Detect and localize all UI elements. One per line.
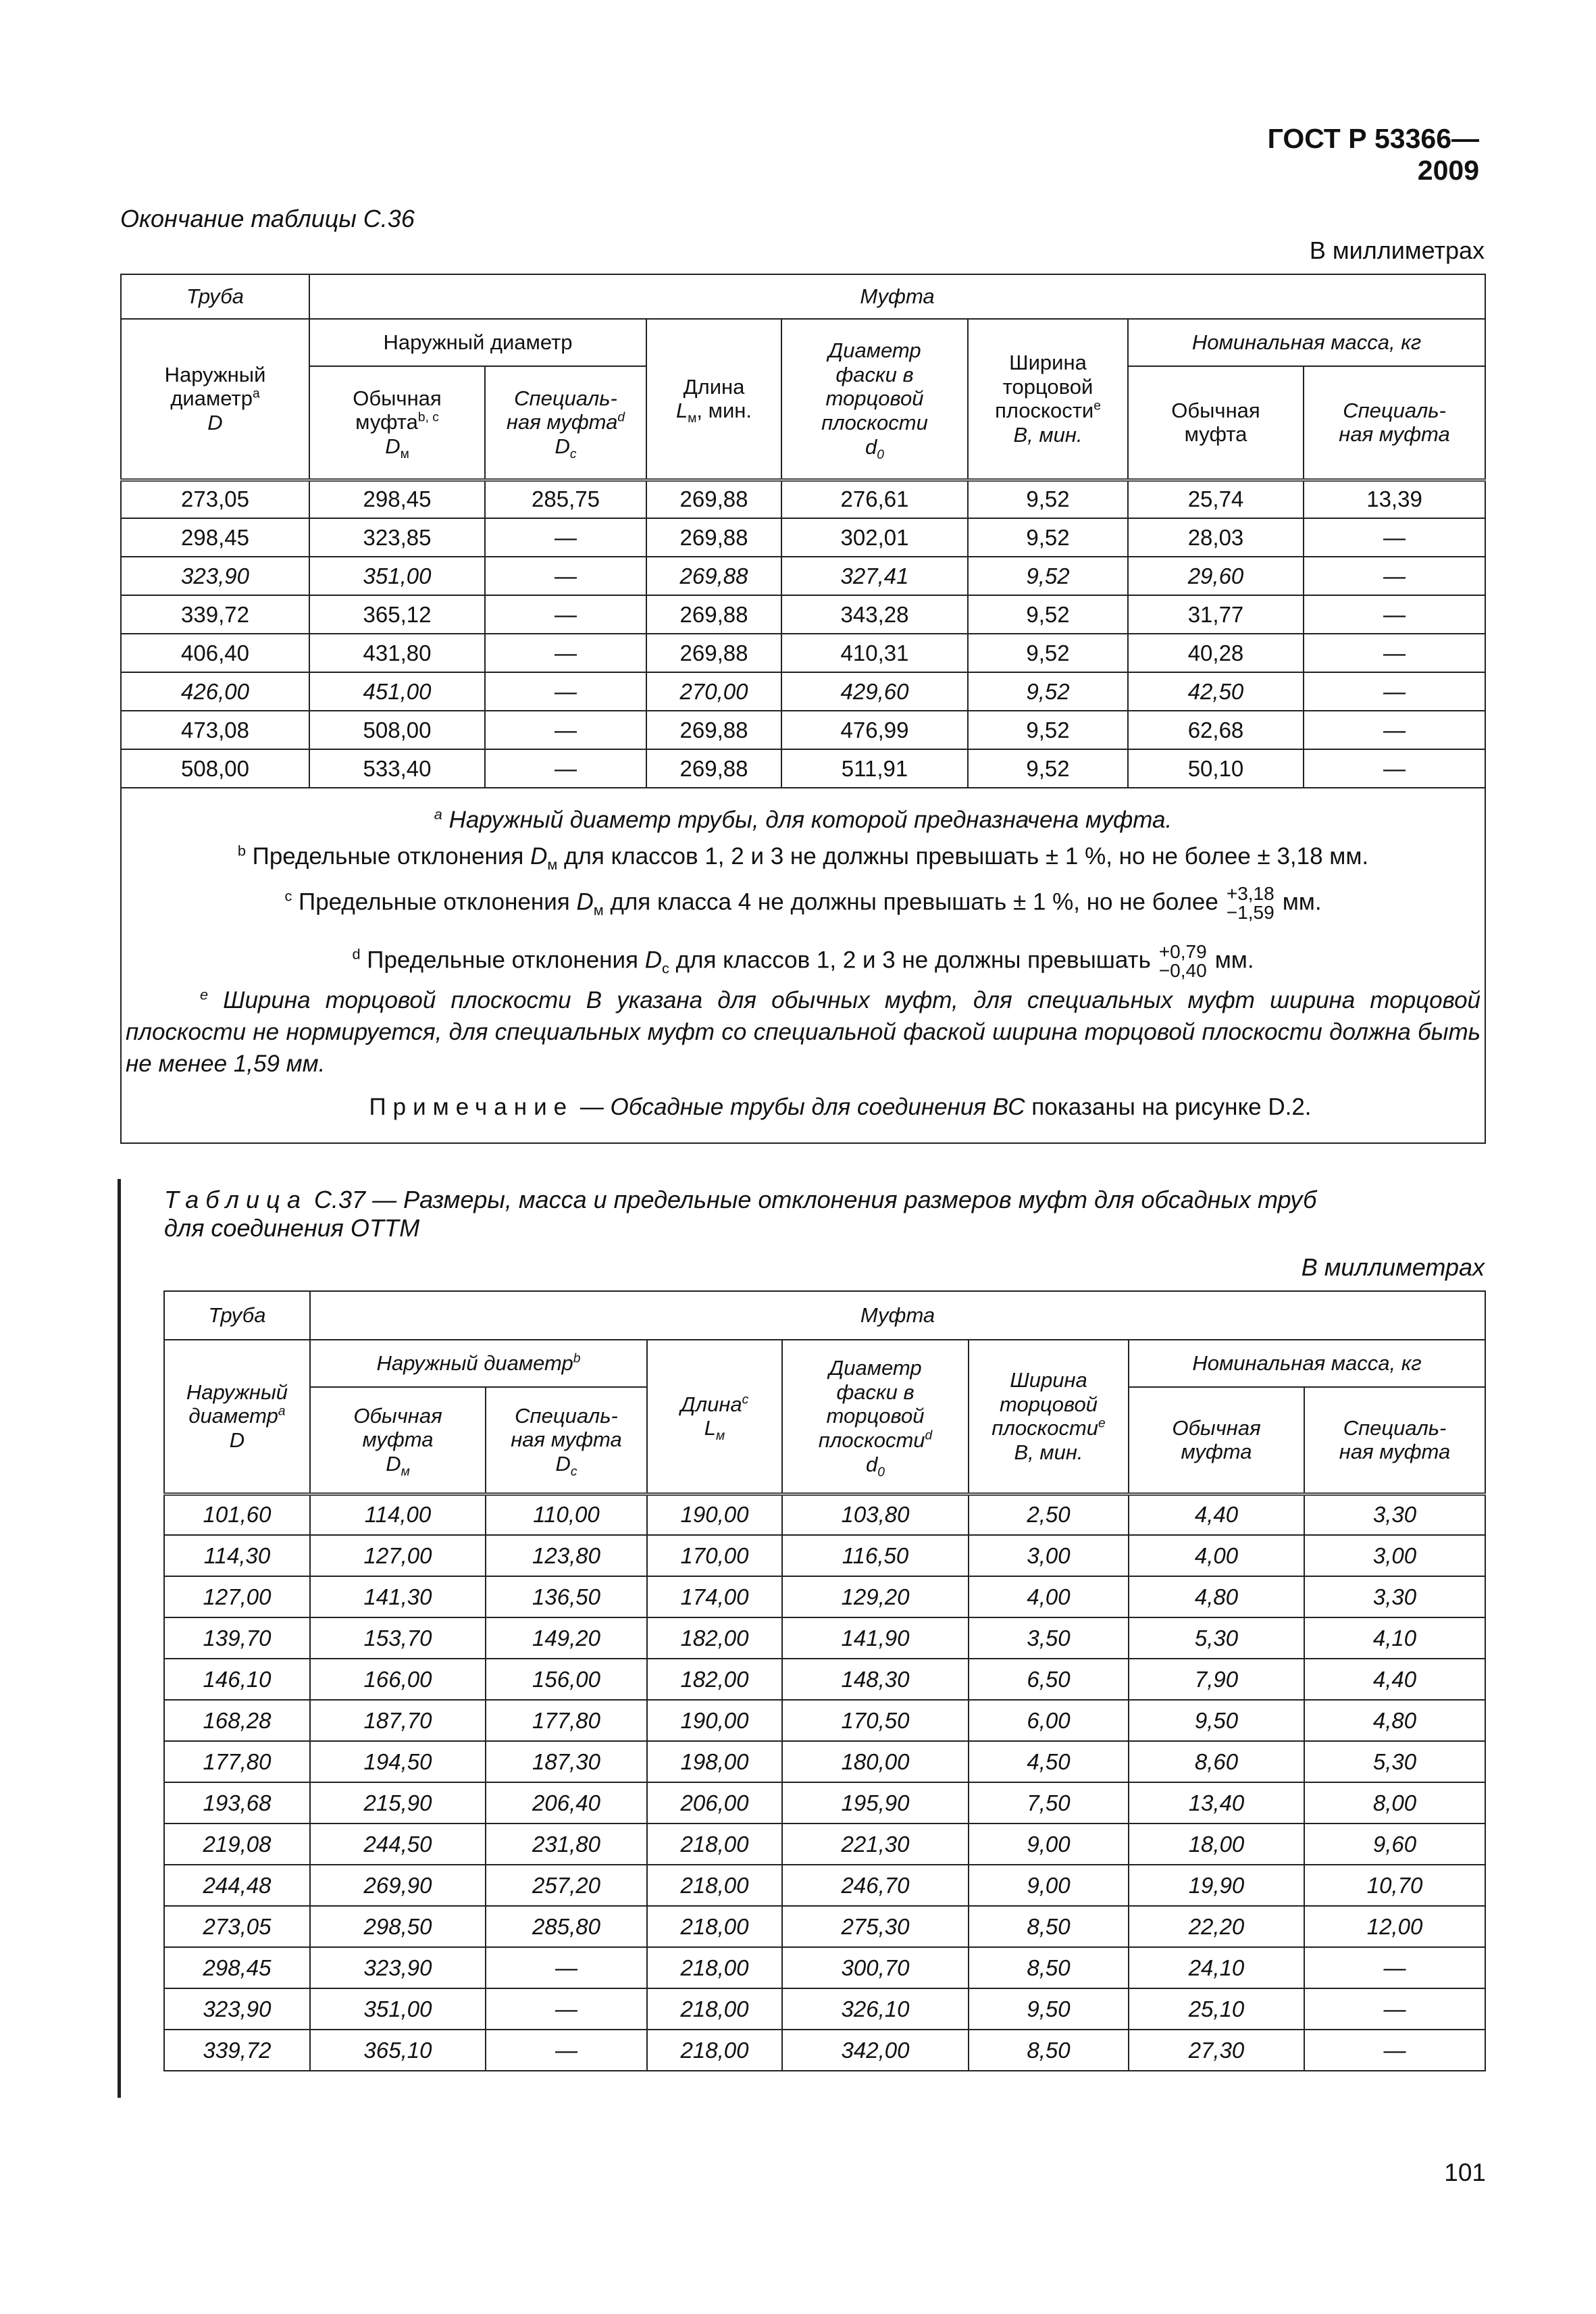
table-c37	[163, 1290, 1486, 2071]
table-row	[164, 1823, 1485, 1865]
table-cell: —	[1304, 595, 1485, 634]
table-cell: 9,00	[969, 1823, 1129, 1865]
table-row	[164, 1947, 1485, 1988]
table-cell: —	[1304, 672, 1485, 711]
table-cell: 101,60	[164, 1494, 310, 1535]
table-cell: 198,00	[647, 1741, 782, 1782]
table-cell: 10,70	[1304, 1865, 1485, 1906]
table-cell: 25,74	[1128, 480, 1304, 518]
table-cell: 339,72	[164, 2030, 310, 2071]
table-cell: 5,30	[1304, 1741, 1485, 1782]
table-cell: 27,30	[1129, 2030, 1304, 2071]
table-cell: 218,00	[647, 1865, 782, 1906]
table1-notes	[121, 788, 1485, 1143]
table-cell: 342,00	[782, 2030, 969, 2071]
table2-title: Таблица С.37 — Размеры, масса и предельные отклонения размеров муфт для обсадных труб для соединения ОТТМ	[164, 1186, 1317, 1242]
table-cell: —	[485, 711, 646, 749]
table-cell: 3,30	[1304, 1576, 1485, 1617]
table-row	[164, 1741, 1485, 1782]
table-cell: —	[486, 1947, 647, 1988]
table-c36	[120, 274, 1486, 1144]
table-cell: 116,50	[782, 1535, 969, 1576]
table-cell: 270,00	[646, 672, 781, 711]
table-cell: 206,40	[486, 1782, 647, 1823]
table-cell: 4,00	[1129, 1535, 1304, 1576]
header-pipe: Труба	[164, 1291, 310, 1340]
table-cell: 42,50	[1128, 672, 1304, 711]
header-pipe-od: Наружный диаметр$^a$ D	[121, 319, 309, 480]
table-cell: 4,80	[1304, 1700, 1485, 1741]
page-number: 101	[1444, 2159, 1486, 2186]
table-cell: 219,08	[164, 1823, 310, 1865]
table-cell: 365,10	[310, 2030, 486, 2071]
table-cell: 269,88	[646, 480, 781, 518]
table-cell: 148,30	[782, 1659, 969, 1700]
table-cell: 511,91	[781, 749, 968, 788]
table-cell: —	[485, 749, 646, 788]
header-od-group: Наружный диаметр	[309, 319, 646, 366]
table-cell: 3,30	[1304, 1494, 1485, 1535]
header-special: Специаль- ная муфта$^d$ $D_c$	[485, 366, 646, 480]
table-cell: 187,70	[310, 1700, 486, 1741]
table-cell: 9,52	[968, 672, 1128, 711]
header-bevel: Диаметр фаски в торцовой плоскости $d_0$	[781, 319, 968, 480]
table-cell: 298,45	[164, 1947, 310, 1988]
table-cell: 149,20	[486, 1617, 647, 1659]
table-cell: 62,68	[1128, 711, 1304, 749]
table-cell: 246,70	[782, 1865, 969, 1906]
table-cell: 275,30	[782, 1906, 969, 1947]
table-cell: 8,60	[1129, 1741, 1304, 1782]
header-mass-regular: Обычная муфта	[1129, 1387, 1304, 1494]
table-cell: 123,80	[486, 1535, 647, 1576]
header-mass-special: Специаль- ная муфта	[1304, 1387, 1485, 1494]
table-cell: 114,00	[310, 1494, 486, 1535]
table-cell: 323,90	[164, 1988, 310, 2030]
table-cell: 129,20	[782, 1576, 969, 1617]
table-cell: 426,00	[121, 672, 309, 711]
table-cell: 4,80	[1129, 1576, 1304, 1617]
table-cell: 8,50	[969, 1947, 1129, 1988]
table-cell: 276,61	[781, 480, 968, 518]
table-cell: 195,90	[782, 1782, 969, 1823]
table-cell: 269,90	[310, 1865, 486, 1906]
table-cell: —	[485, 595, 646, 634]
header-mass-group: Номинальная масса, кг	[1128, 319, 1485, 366]
table-cell: 170,50	[782, 1700, 969, 1741]
header-pipe: Труба	[121, 274, 309, 319]
table-cell: 7,50	[969, 1782, 1129, 1823]
table-cell: 285,80	[486, 1906, 647, 1947]
table-cell: —	[1304, 634, 1485, 672]
header-regular: Обычная муфта$^{b, c}$ $D_м$	[309, 366, 485, 480]
table-cell: 24,10	[1129, 1947, 1304, 1988]
header-pipe-od: Наружный диаметр$^a$ D	[164, 1340, 310, 1494]
table-cell: 187,30	[486, 1741, 647, 1782]
table-cell: 9,52	[968, 749, 1128, 788]
table-cell: —	[485, 672, 646, 711]
table-cell: 3,00	[1304, 1535, 1485, 1576]
table-row	[121, 711, 1485, 749]
header-length: Длина$^c$ $L_м$	[647, 1340, 782, 1494]
table-cell: 182,00	[647, 1617, 782, 1659]
table-cell: 218,00	[647, 2030, 782, 2071]
table-cell: 269,88	[646, 557, 781, 595]
table-cell: 508,00	[309, 711, 485, 749]
table-cell: 4,00	[969, 1576, 1129, 1617]
table-row	[164, 1782, 1485, 1823]
table-cell: 9,50	[1129, 1700, 1304, 1741]
table-cell: 193,68	[164, 1782, 310, 1823]
table-cell: 12,00	[1304, 1906, 1485, 1947]
table-row	[121, 672, 1485, 711]
table-cell: 257,20	[486, 1865, 647, 1906]
table-cell: 508,00	[121, 749, 309, 788]
table-cell: —	[1304, 2030, 1485, 2071]
table-cell: 177,80	[164, 1741, 310, 1782]
table-cell: 218,00	[647, 1947, 782, 1988]
table-cell: 206,00	[647, 1782, 782, 1823]
table-cell: 2,50	[969, 1494, 1129, 1535]
table-cell: 351,00	[309, 557, 485, 595]
table-cell: 127,00	[164, 1576, 310, 1617]
table-row	[121, 749, 1485, 788]
header-special: Специаль- ная муфта $D_c$	[486, 1387, 647, 1494]
table-cell: 273,05	[164, 1906, 310, 1947]
table-cell: 146,10	[164, 1659, 310, 1700]
table-cell: 153,70	[310, 1617, 486, 1659]
table-cell: —	[485, 634, 646, 672]
table-cell: 269,88	[646, 634, 781, 672]
table-cell: 141,30	[310, 1576, 486, 1617]
table1-units: В миллиметрах	[1309, 236, 1485, 264]
table-cell: —	[1304, 749, 1485, 788]
table-cell: 218,00	[647, 1988, 782, 2030]
table-cell: 13,40	[1129, 1782, 1304, 1823]
table-cell: —	[1304, 1947, 1485, 1988]
table-cell: —	[1304, 557, 1485, 595]
table-cell: 103,80	[782, 1494, 969, 1535]
table-cell: 127,00	[310, 1535, 486, 1576]
table-cell: 351,00	[310, 1988, 486, 2030]
table-cell: 300,70	[782, 1947, 969, 1988]
table-cell: 269,88	[646, 711, 781, 749]
table-cell: 8,50	[969, 1906, 1129, 1947]
table-cell: 8,00	[1304, 1782, 1485, 1823]
table-cell: 473,08	[121, 711, 309, 749]
note-b: $^b$ Предельные отклонения $D_м$ для классов 1, 2 и 3 не должны превышать ± 1 %, но не более ± 3,18 мм.	[237, 841, 1369, 873]
table-cell: 13,39	[1304, 480, 1485, 518]
table-cell: 323,85	[309, 518, 485, 557]
change-bar	[118, 1179, 121, 2098]
table-cell: 269,88	[646, 518, 781, 557]
table-cell: 19,90	[1129, 1865, 1304, 1906]
table-cell: —	[485, 557, 646, 595]
table-cell: 365,12	[309, 595, 485, 634]
table-cell: 166,00	[310, 1659, 486, 1700]
table-cell: 231,80	[486, 1823, 647, 1865]
table-cell: 5,30	[1129, 1617, 1304, 1659]
table-cell: 533,40	[309, 749, 485, 788]
header-od-group: Наружный диаметр$^b$	[310, 1340, 647, 1387]
table-cell: 244,48	[164, 1865, 310, 1906]
table-cell: 9,52	[968, 595, 1128, 634]
table-cell: 326,10	[782, 1988, 969, 2030]
table-row	[164, 1700, 1485, 1741]
table-cell: —	[1304, 518, 1485, 557]
table-cell: 431,80	[309, 634, 485, 672]
table-cell: 343,28	[781, 595, 968, 634]
table-cell: 269,88	[646, 595, 781, 634]
table-cell: 476,99	[781, 711, 968, 749]
table-cell: 182,00	[647, 1659, 782, 1700]
table-cell: 218,00	[647, 1823, 782, 1865]
table-cell: 298,45	[121, 518, 309, 557]
note-c: $^c$ Предельные отклонения $D_м$ для класса 4 не должны превышать ± 1 %, но не более +3,18 −1,59 мм.	[284, 882, 1322, 923]
table-cell: 215,90	[310, 1782, 486, 1823]
table-cell: 3,00	[969, 1535, 1129, 1576]
table-row	[121, 557, 1485, 595]
table-cell: 339,72	[121, 595, 309, 634]
table-cell: 410,31	[781, 634, 968, 672]
header-face: Ширина торцовой плоскости$^e$ B, мин.	[968, 319, 1128, 480]
table-cell: 4,50	[969, 1741, 1129, 1782]
table-cell: 221,30	[782, 1823, 969, 1865]
table-cell: 180,00	[782, 1741, 969, 1782]
table-cell: 174,00	[647, 1576, 782, 1617]
table-cell: 323,90	[121, 557, 309, 595]
table-cell: 139,70	[164, 1617, 310, 1659]
table-cell: —	[485, 518, 646, 557]
header-length: Длина $L_м$, мин.	[646, 319, 781, 480]
header-face: Ширина торцовой плоскости$^e$ B, мин.	[969, 1340, 1129, 1494]
table-cell: 40,28	[1128, 634, 1304, 672]
table-cell: 8,50	[969, 2030, 1129, 2071]
table-cell: 6,50	[969, 1659, 1129, 1700]
table-cell: 18,00	[1129, 1823, 1304, 1865]
table-cell: 141,90	[782, 1617, 969, 1659]
table-cell: 4,40	[1129, 1494, 1304, 1535]
table-cell: 22,20	[1129, 1906, 1304, 1947]
table-cell: 4,40	[1304, 1659, 1485, 1700]
table-cell: 244,50	[310, 1823, 486, 1865]
table-cell: 9,52	[968, 634, 1128, 672]
table-cell: 9,60	[1304, 1823, 1485, 1865]
remark: Примечание — Обсадные трубы для соединения ВС показаны на рисунке D.2.	[369, 1093, 1312, 1120]
header-coupling: Муфта	[310, 1291, 1485, 1340]
table-cell: 298,45	[309, 480, 485, 518]
table-cell: 451,00	[309, 672, 485, 711]
table-cell: 31,77	[1128, 595, 1304, 634]
table-row	[164, 2030, 1485, 2071]
table-row	[164, 1494, 1485, 1535]
table-cell: 7,90	[1129, 1659, 1304, 1700]
table-cell: 4,10	[1304, 1617, 1485, 1659]
table-cell: 156,00	[486, 1659, 647, 1700]
note-e: $^e$ Ширина торцовой плоскости B указана для обычных муфт, для специальных муфт ширина торцовой плоскости не нормируется, для специальных муфт со специальной фаской ширина торцовой плоскости должна быть не менее 1,59 мм.	[126, 986, 1481, 1078]
table-row	[164, 1988, 1485, 2030]
table-cell: 29,60	[1128, 557, 1304, 595]
table-cell: 406,40	[121, 634, 309, 672]
table-cell: —	[486, 2030, 647, 2071]
table-cell: 177,80	[486, 1700, 647, 1741]
table-cell: 9,50	[969, 1988, 1129, 2030]
table-cell: 302,01	[781, 518, 968, 557]
table-cell: 9,52	[968, 557, 1128, 595]
table-cell: 136,50	[486, 1576, 647, 1617]
table-cell: 327,41	[781, 557, 968, 595]
table-cell: 190,00	[647, 1494, 782, 1535]
table-cell: 323,90	[310, 1947, 486, 1988]
table-cell: 28,03	[1128, 518, 1304, 557]
table-cell: 6,00	[969, 1700, 1129, 1741]
table-cell: 429,60	[781, 672, 968, 711]
table-row	[164, 1535, 1485, 1576]
table-row	[164, 1865, 1485, 1906]
table-row	[164, 1906, 1485, 1947]
table-cell: 190,00	[647, 1700, 782, 1741]
header-mass-regular: Обычная муфта	[1128, 366, 1304, 480]
table-cell: —	[486, 1988, 647, 2030]
standard-number: ГОСТ Р 53366—2009	[1267, 123, 1479, 186]
table-row	[121, 480, 1485, 518]
table-cell: 218,00	[647, 1906, 782, 1947]
table-cell: 269,88	[646, 749, 781, 788]
header-bevel: Диаметр фаски в торцовой плоскости$^d$ $d_0$	[782, 1340, 969, 1494]
header-coupling: Муфта	[309, 274, 1485, 319]
table-row	[164, 1576, 1485, 1617]
table-row	[164, 1617, 1485, 1659]
header-regular: Обычная муфта $D_м$	[310, 1387, 486, 1494]
table-cell: 110,00	[486, 1494, 647, 1535]
table-cell: 9,52	[968, 480, 1128, 518]
table-cell: 9,00	[969, 1865, 1129, 1906]
table-cell: 170,00	[647, 1535, 782, 1576]
table1-caption: Окончание таблицы С.36	[120, 205, 415, 232]
table-cell: 25,10	[1129, 1988, 1304, 2030]
table-cell: 285,75	[485, 480, 646, 518]
header-mass-special: Специаль- ная муфта	[1304, 366, 1485, 480]
table-cell: 3,50	[969, 1617, 1129, 1659]
table-cell: 50,10	[1128, 749, 1304, 788]
table-cell: 298,50	[310, 1906, 486, 1947]
table2-units: В миллиметрах	[1301, 1253, 1485, 1281]
table-cell: 114,30	[164, 1535, 310, 1576]
table-cell: 9,52	[968, 518, 1128, 557]
table-cell: 273,05	[121, 480, 309, 518]
table-row	[121, 595, 1485, 634]
header-mass-group: Номинальная масса, кг	[1129, 1340, 1485, 1387]
table-cell: —	[1304, 1988, 1485, 2030]
table-row	[121, 634, 1485, 672]
table-cell: 194,50	[310, 1741, 486, 1782]
note-d: $^d$ Предельные отклонения $D_c$ для классов 1, 2 и 3 не должны превышать +0,79 −0,40 мм.	[352, 940, 1254, 981]
table-cell: 9,52	[968, 711, 1128, 749]
table-cell: —	[1304, 711, 1485, 749]
table-row	[121, 518, 1485, 557]
table-cell: 168,28	[164, 1700, 310, 1741]
note-a: $^a$ Наружный диаметр трубы, для которой предназначена муфта.	[434, 805, 1173, 834]
table-row	[164, 1659, 1485, 1700]
